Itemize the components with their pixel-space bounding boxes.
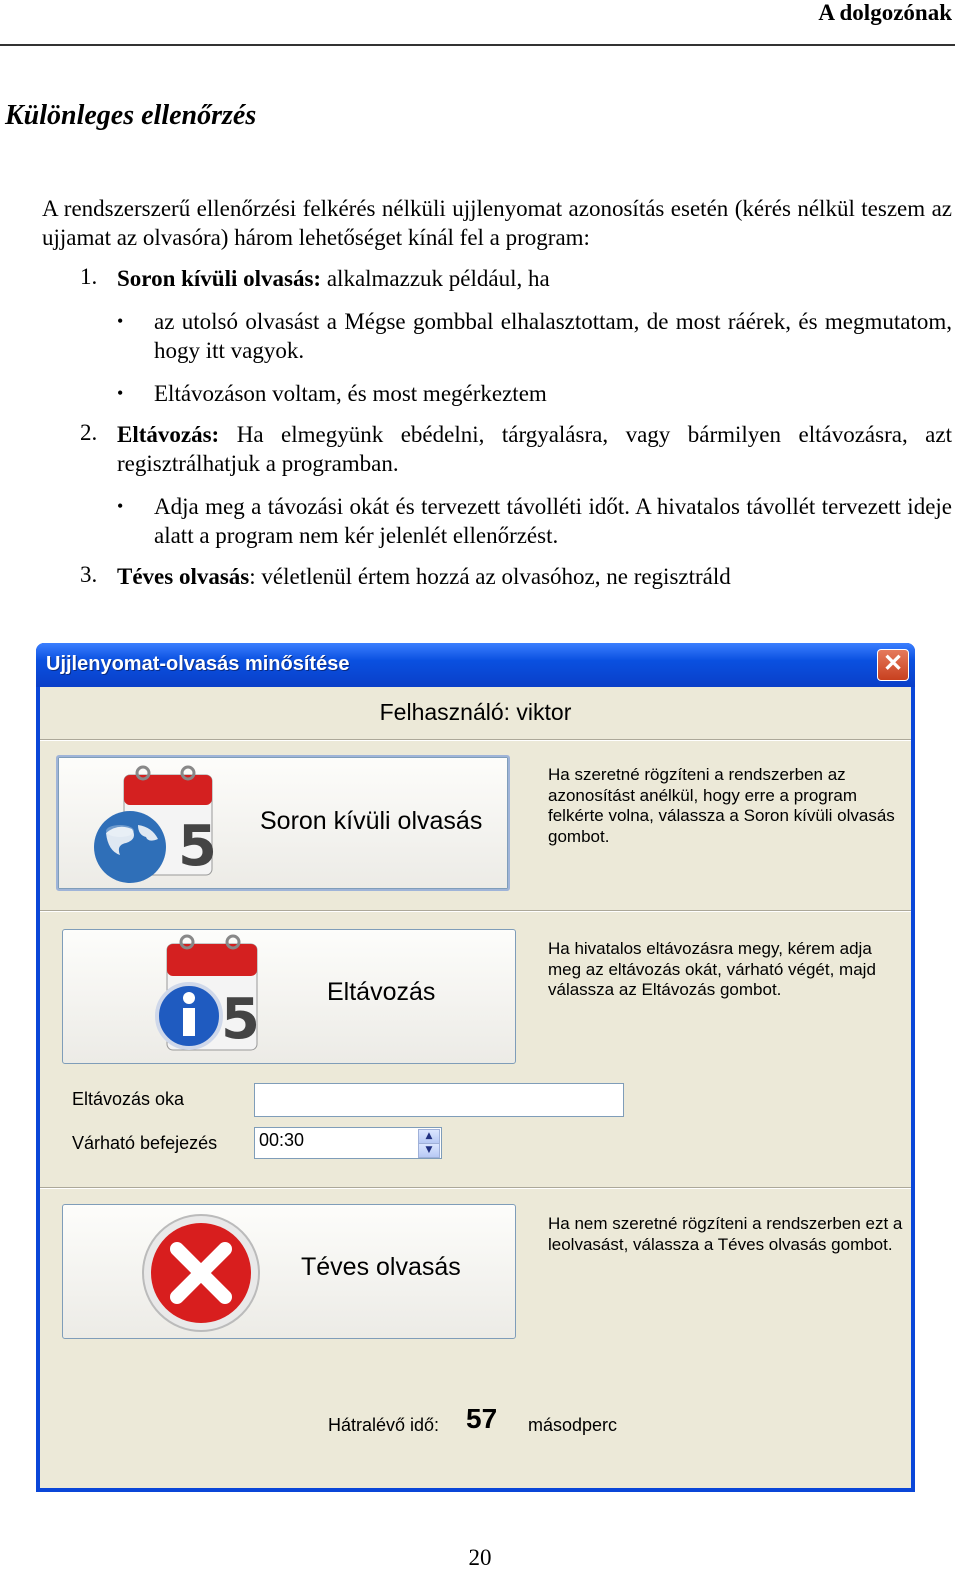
leave-description: Ha hivatalos eltávozásra megy, kérem adja meg az eltávozás okát, várható végét, majd válassza az Eltávozás gombot.: [548, 939, 876, 999]
item-term: Eltávozás:: [117, 422, 220, 447]
item-number: 3.: [80, 562, 98, 587]
leave-button[interactable]: [62, 929, 516, 1064]
separator: [40, 1187, 911, 1189]
section-title: Különleges ellenőrzés: [5, 100, 257, 131]
offschedule-read-label: Soron kívüli olvasás: [260, 807, 483, 835]
bullet-dot: •: [117, 311, 124, 331]
expected-end-label: Várható befejezés: [72, 1133, 218, 1153]
item-number: 2.: [80, 420, 98, 445]
red-x-icon: [139, 1211, 263, 1335]
item-text: alkalmazzuk például, ha: [321, 266, 550, 291]
bullet-item: az utolsó olvasást a Mégse gombbal elhalasztottam, de most ráérek, és megmutatom, hogy itt vagyok.: [154, 309, 952, 363]
item-text: : véletlenül értem hozzá az olvasóhoz, ne regisztráld: [249, 564, 731, 589]
leave-reason-label: Eltávozás oka: [72, 1089, 185, 1109]
item-number: 1.: [80, 264, 98, 289]
expected-end-stepper[interactable]: [254, 1127, 442, 1159]
remaining-time-label: Hátralévő idő:: [328, 1415, 440, 1435]
list-item: [117, 420, 952, 478]
mistaken-read-button[interactable]: [62, 1204, 516, 1339]
list-item: [117, 264, 952, 293]
leave-reason-input[interactable]: [254, 1083, 624, 1117]
dialog-client: [40, 687, 911, 1488]
item-term: Téves olvasás: [117, 564, 250, 589]
offschedule-read-button[interactable]: [56, 755, 510, 891]
calendar-globe-icon: [88, 761, 228, 887]
fingerprint-dialog: [36, 643, 915, 1492]
separator: [40, 910, 911, 912]
intro-paragraph: A rendszerszerű ellenőrzési felkérés nélküli ujjlenyomat azonosítás esetén (kérés nélkül teszem az ujjamat az olvasóra) három lehetőséget kínál fel a program:: [42, 196, 952, 250]
svg-text:5: 5: [221, 987, 260, 1052]
svg-text:5: 5: [178, 814, 217, 879]
separator: [40, 739, 911, 741]
mistaken-read-label: Téves olvasás: [301, 1253, 461, 1281]
offschedule-description: Ha szeretné rögzíteni a rendszerben az azonosítást anélkül, hogy erre a program felkérte volna, válassza a Soron kívüli olvasás gombot.: [548, 765, 895, 846]
expected-end-value: 00:30: [259, 1130, 305, 1150]
bullet-dot: •: [117, 496, 124, 516]
bullet-item: Eltávozáson voltam, és most megérkeztem: [154, 381, 547, 406]
remaining-time-unit: másodperc: [528, 1415, 618, 1435]
item-text: Ha elmegyünk ebédelni, tárgyalásra, vagy bármilyen eltávozásra, azt regisztrálhatjuk a programban.: [117, 422, 952, 476]
page-number: 20: [468, 1545, 492, 1570]
calendar-info-icon: [133, 930, 273, 1060]
leave-label: Eltávozás: [327, 978, 436, 1006]
item-term: Soron kívüli olvasás:: [117, 266, 322, 291]
list-item: [117, 562, 952, 591]
bullet-item: Adja meg a távozási okát és tervezett távolléti időt. A hivatalos távollét tervezett ideje alatt a program nem kér jelenlét ellenőrzést.: [154, 494, 952, 548]
spin-up-icon[interactable]: ▲: [418, 1129, 440, 1144]
dialog-titlebar: [36, 643, 915, 687]
chapter-header: A dolgozónak: [818, 0, 952, 25]
header-rule: [0, 44, 955, 46]
mistaken-read-description: Ha nem szeretné rögzíteni a rendszerben ezt a leolvasást, válassza a Téves olvasás gombot.: [548, 1214, 903, 1254]
remaining-time-value: 57: [466, 1403, 498, 1434]
close-button[interactable]: ✕: [877, 649, 909, 681]
dialog-title: Ujjlenyomat-olvasás minősítése: [46, 653, 350, 675]
user-line: Felhasználó: viktor: [379, 699, 572, 725]
spin-down-icon[interactable]: ▼: [418, 1143, 440, 1158]
bullet-dot: •: [117, 383, 124, 403]
